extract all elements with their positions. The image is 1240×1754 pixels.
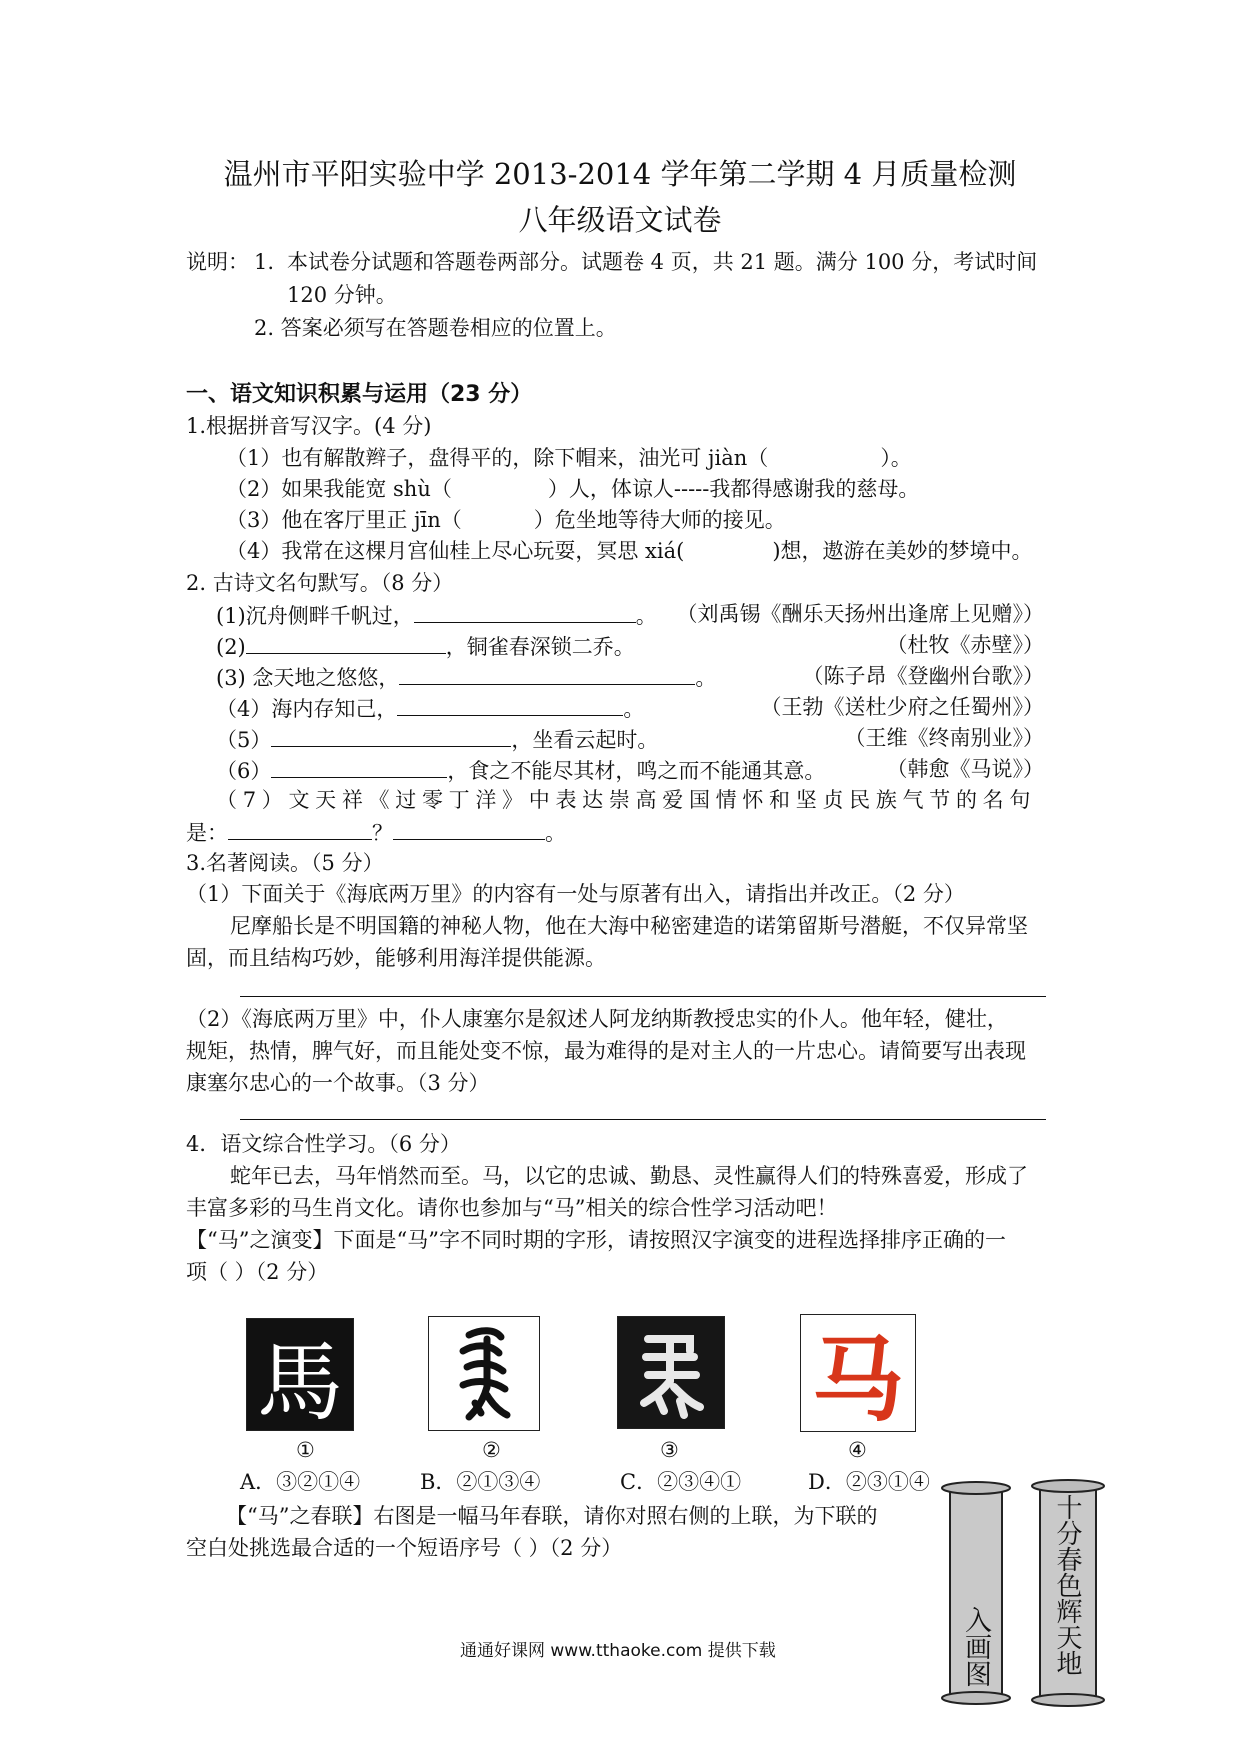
instructions-prefix: 说明： — [186, 250, 249, 274]
q2-item6-pre: （6） — [216, 759, 272, 783]
q2-item4-post: 。 — [623, 697, 645, 721]
q2-item5 — [216, 724, 658, 754]
q3-sub1-answer-line[interactable] — [240, 996, 1046, 997]
q2-item3 — [216, 662, 716, 692]
q2-item1 — [216, 600, 657, 630]
q2-item1-post: 。 — [635, 604, 657, 628]
q1-item3-end: ）危坐地等待大师的接见。 — [533, 508, 786, 532]
q1-item1-end: ）。 — [880, 446, 912, 470]
couplet-scroll-left — [940, 1480, 1012, 1706]
q2-item6-post: ，食之不能尽其材，鸣之而不能通其意。 — [447, 759, 826, 783]
q1-item2-text: （2）如果我能宽 shù（ — [226, 477, 452, 501]
q2-item5-post: ，坐看云起时。 — [511, 728, 659, 752]
q1-item3-text: （3）他在客厅里正 jīn（ — [226, 508, 462, 532]
q2-item1-blank[interactable] — [414, 600, 636, 623]
instructions-item1: 本试卷分试题和答题卷两部分。试题卷 4 页，共 21 题。满分 100 分，考试时间 — [287, 250, 1038, 274]
q2-item5-source: （王维《终南别业》） — [844, 726, 1044, 750]
q2-item7-line1: （7）文天祥《过零丁洋》中表达崇高爱国情怀和坚贞民族气节的名句 — [216, 788, 1037, 812]
ma-glyph-image-2 — [428, 1316, 540, 1431]
instructions-item2: 2. 答案必须写在答题卷相应的位置上。 — [254, 316, 617, 340]
q2-item2-blank[interactable] — [246, 631, 446, 654]
q2-item1-pre: (1)沉舟侧畔千帆过， — [216, 604, 414, 628]
q1-item4 — [226, 537, 1033, 565]
q1-item1 — [226, 444, 912, 472]
q2-item1-source: （刘禹锡《酬乐天扬州出逢席上见赠》） — [676, 602, 1044, 626]
q2-item3-source: （陈子昂《登幽州台歌》） — [802, 664, 1044, 688]
q3-sub1: （1）下面关于《海底两万里》的内容有一处与原著有出入，请指出并改正。（2 分） — [186, 882, 965, 906]
q2-item7-prefix: 是： — [186, 821, 228, 845]
q3-stem: 3.名著阅读。（5 分） — [186, 851, 384, 875]
q2-item5-pre: （5） — [216, 728, 272, 752]
q2-item6-blank[interactable] — [271, 755, 447, 778]
ma-glyph-label-4: ④ — [848, 1438, 867, 1462]
q2-item4-source: （王勃《送杜少府之任蜀州》） — [760, 695, 1044, 719]
q2-item5-blank[interactable] — [271, 724, 511, 747]
ma-glyph-4: 马 — [811, 1326, 904, 1434]
ma-seal-script-icon — [618, 1317, 726, 1430]
q3-sub1-text2: 固，而且结构巧妙，能够利用海洋提供能源。 — [186, 946, 606, 970]
scroll-left-text: 入画图 — [960, 1606, 991, 1687]
ma-glyph-1: 馬 — [257, 1332, 343, 1433]
q2-item7-mid: ？ — [372, 821, 393, 845]
q2-item3-blank[interactable] — [399, 662, 695, 685]
ma-glyph-image-3 — [617, 1316, 725, 1429]
q3-sub2-line1: （2）《海底两万里》中，仆人康塞尔是叙述人阿龙纳斯教授忠实的仆人。他年轻，健壮， — [186, 1007, 1008, 1031]
q4-couplet-1: 【“马”之春联】右图是一幅马年春联，请你对照右侧的上联，为下联的 — [226, 1504, 878, 1528]
q2-item6 — [216, 755, 825, 785]
ma-glyph-label-3: ③ — [660, 1438, 679, 1462]
q4-option-c[interactable]: C．②③④① — [620, 1470, 742, 1494]
footer-source: 通通好课网 www.tthaoke.com 提供下载 — [460, 1641, 776, 1661]
exam-title-line2: 八年级语文试卷 — [518, 203, 722, 237]
q2-item3-pre: (3) 念天地之悠悠， — [216, 666, 400, 690]
scroll-right-text: 十分春色辉天地 — [1052, 1494, 1082, 1676]
q1-item2-end: ）人，体谅人-----我都得感谢我的慈母。 — [547, 477, 920, 501]
ma-glyph-label-1: ① — [296, 1438, 315, 1462]
ma-glyph-image-4 — [800, 1314, 916, 1432]
q4-intro2: 丰富多彩的马生肖文化。请你也参加与“马”相关的综合性学习活动吧！ — [186, 1196, 838, 1220]
q1-item1-text: （1）也有解散辫子，盘得平的，除下帽来，油光可 jiàn（ — [226, 446, 769, 470]
q2-item4-pre: （4）海内存知己， — [216, 697, 398, 721]
instructions-item1-num: 1. — [254, 250, 275, 274]
q4-intro1: 蛇年已去，马年悄然而至。马，以它的忠诚、勤恳、灵性赢得人们的特殊喜爱，形成了 — [230, 1164, 1028, 1188]
q1-item3 — [226, 506, 786, 534]
ma-glyph-label-2: ② — [482, 1438, 501, 1462]
q2-item2 — [216, 631, 635, 661]
ma-glyph-image-1 — [246, 1318, 354, 1431]
couplet-scroll-right — [1030, 1478, 1106, 1708]
q2-stem: 2. 古诗文名句默写。（8 分） — [186, 571, 454, 595]
q2-item3-post: 。 — [695, 666, 717, 690]
q4-option-a[interactable]: A．③②①④ — [240, 1470, 361, 1494]
q1-item2 — [226, 475, 919, 503]
q4-couplet-2: 空白处挑选最合适的一个短语序号（ ）（2 分） — [186, 1536, 623, 1560]
q2-item2-source: （杜牧《赤壁》） — [886, 633, 1044, 657]
section1-heading: 一、语文知识积累与运用（23 分） — [186, 382, 533, 407]
q2-item4 — [216, 693, 644, 723]
q1-stem: 1.根据拼音写汉字。(4 分) — [186, 414, 432, 438]
q2-item2-pre: (2) — [216, 635, 246, 659]
q4-evolution-2: 项（ ）（2 分） — [186, 1260, 329, 1284]
q2-item7-blank1[interactable] — [228, 817, 372, 840]
q3-sub2-line2: 规矩，热情，脾气好，而且能处变不惊，最为难得的是对主人的一片忠心。请简要写出表现 — [186, 1039, 1026, 1063]
q4-option-b[interactable]: B．②①③④ — [420, 1470, 541, 1494]
q2-item7-end: 。 — [545, 821, 566, 845]
q4-option-d[interactable]: D．②③①④ — [808, 1470, 930, 1494]
q2-item7-blank2[interactable] — [393, 817, 545, 840]
q4-stem: 4．语文综合性学习。（6 分） — [186, 1132, 461, 1156]
q2-item4-blank[interactable] — [397, 693, 623, 716]
exam-title-line1: 温州市平阳实验中学 2013-2014 学年第二学期 4 月质量检测 — [223, 157, 1017, 191]
q1-item4-text: （4）我常在这棵月宫仙桂上尽心玩耍，冥思 xiá( — [226, 539, 685, 563]
instructions-item1-cont: 120 分钟。 — [287, 283, 397, 307]
q2-item7-line2 — [186, 817, 566, 847]
ma-bronze-script-icon — [429, 1317, 541, 1432]
q4-evolution-1: 【“马”之演变】下面是“马”字不同时期的字形，请按照汉字演变的进程选择排序正确的一 — [186, 1228, 1006, 1252]
q2-item2-post: ，铜雀春深锁二乔。 — [445, 635, 635, 659]
q3-sub2-answer-line[interactable] — [240, 1119, 1046, 1120]
q3-sub2-line3: 康塞尔忠心的一个故事。（3 分） — [186, 1071, 490, 1095]
q1-item4-end: )想，遨游在美妙的梦境中。 — [772, 539, 1033, 563]
q2-item6-source: （韩愈《马说》） — [886, 757, 1044, 781]
q3-sub1-text1: 尼摩船长是不明国籍的神秘人物，他在大海中秘密建造的诺第留斯号潜艇，不仅异常坚 — [230, 914, 1028, 938]
